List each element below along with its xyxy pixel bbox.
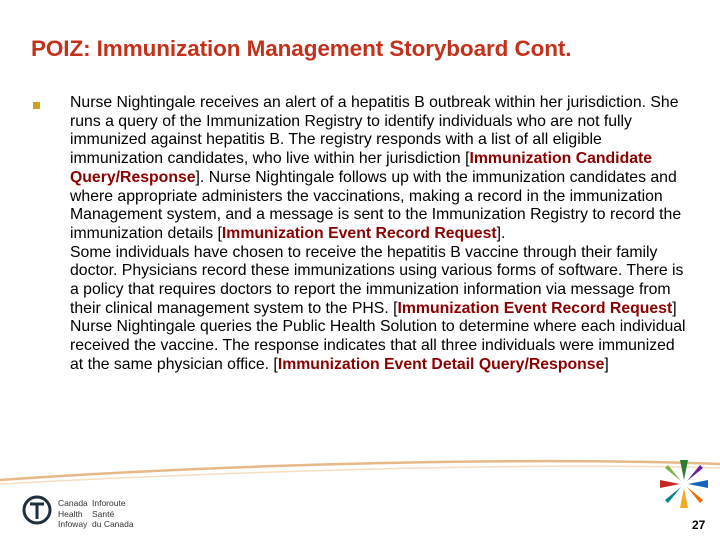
body-paragraph [70, 318, 690, 374]
body-text: Nurse Nightingale queries the Public Health Solution to determine where each individual received the vaccine. The response indicates that all three individuals were immunized at the same physician office. [ [70, 318, 686, 373]
logo-text-english [58, 498, 88, 530]
body-text: Nurse Nightingale receives an alert of a hepatitis B outbreak within her jurisdiction. She runs a query of the Immunization Registry to identify individuals who are not fully immunized against hepatitis B. The registry responds with a list of all eligible immunization candidates, who live within her jurisdiction [ [70, 94, 679, 168]
logo-line: Canada [58, 498, 88, 508]
body-text: ] [604, 355, 609, 373]
logo-text-french [92, 498, 134, 530]
transaction-highlight: Immunization Event Record Request [221, 224, 497, 242]
transaction-highlight: Immunization Event Record Request [397, 299, 673, 317]
swoosh-divider [0, 450, 720, 490]
square-bullet-icon [33, 102, 40, 109]
logo-line: Inforoute [92, 498, 126, 508]
logo-line: du Canada [92, 519, 134, 529]
body-text: ] [672, 299, 677, 317]
slide-title: POIZ: Immunization Management Storyboard Cont. [31, 36, 572, 61]
body-text: ]. [496, 224, 506, 242]
transaction-highlight: Immunization Candidate Query/Response [70, 150, 653, 186]
canada-health-infoway-logo-icon [22, 492, 54, 528]
multicolor-star-icon [656, 456, 712, 512]
transaction-highlight: Immunization Event Detail Query/Response [277, 355, 605, 373]
page-number: 27 [692, 518, 706, 532]
slide-body [70, 94, 690, 375]
body-text: Some individuals have chosen to receive the hepatitis B vaccine through their family doctor. Physicians record these immunizations using various forms of software. There is a policy that requires doctors to report the immunization information via message from their clinical management system to the PHS. [ [70, 243, 684, 317]
logo-line: Health [58, 508, 83, 519]
body-paragraph [70, 94, 690, 244]
logo-line: Infoway [58, 519, 88, 529]
logo-line: Santé [92, 508, 115, 519]
body-text: ]. Nurse Nightingale follows up with the immunization candidates and where appropriate administers the vaccinations, making a record in the immunization Management system, and a message is sent to the Immunization Registry to record the immunization details [ [70, 168, 682, 242]
body-paragraph [70, 244, 690, 319]
